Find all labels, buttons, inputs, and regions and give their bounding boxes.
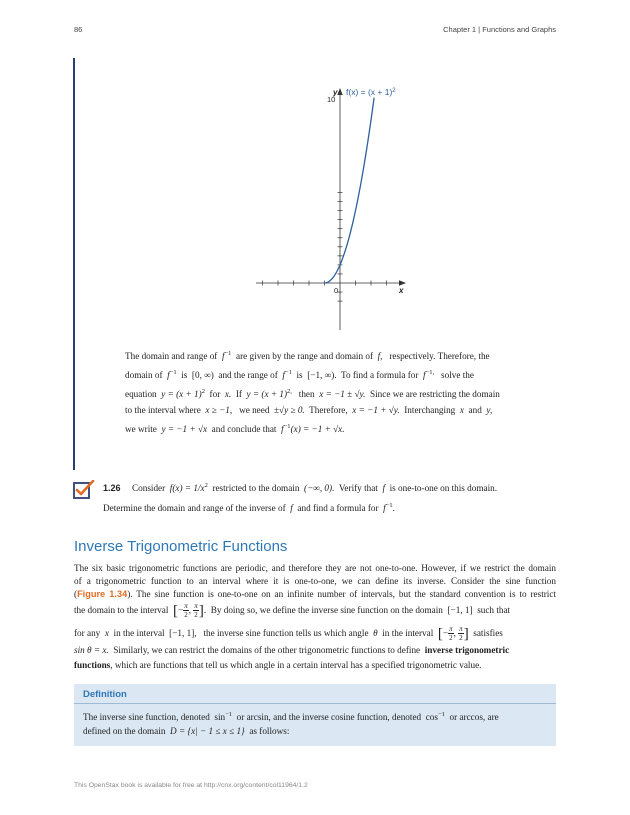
definition-divider [74,703,556,704]
curve-f [325,98,375,283]
definition-title: Definition [83,689,127,700]
section-line-6: sin θ = x. Similarly, we can restrict the domains of the other trigonometric functions to define inverse trigonometric [74,645,510,655]
y-tick-10: 10 [327,95,336,104]
section-line-4: the domain to the interval [− $\frac{\pi}{2}$ , $\frac{\pi}{2}$ ]. By doing so, we define the inverse sine function on the domain [−1, 1] such that [74,602,511,620]
section-line-2: of a trigonometric function to an interval where it is one-to-one, we can define its inverse. Consider the sine function [74,576,556,586]
solution-line-4: to the interval where x ≥ −1, we need ±√y ≥ 0. Therefore, x = −1 + √y. Interchanging x and y, [125,405,493,415]
exercise-number: 1.26 [103,483,121,494]
page-number: 86 [74,25,83,34]
origin-label: 0 [334,286,339,295]
definition-line-1: The inverse sine function, denoted $\sin^{-1}$ or arcsin, and the inverse cosine function, denoted $\cos^{-1}$ or arccos, are [83,711,499,723]
section-line-1: The six basic trigonometric functions are periodic, and therefore they are not one-to-one. However, if we restrict the domain [74,563,556,573]
definition-line-2: defined on the domain D = {x| − 1 ≤ x ≤ 1} as follows: [83,726,290,736]
solution-line-5: we write y = −1 + √x and conclude that $f^{-1}(x) = -1 + √x$. [125,423,345,435]
function-graph [250,85,420,335]
checkpoint-icon [73,480,95,499]
example-side-bar [73,58,75,470]
definition-box [74,684,556,746]
x-axis-arrow [399,280,406,285]
function-label: $f(x) = (x + 1)^2$ [346,87,396,97]
solution-line-1: The domain and range of $f^{-1}$ are given by the range and domain of f, respectively. Therefore, the [125,350,490,362]
x-axis-label: x [399,286,404,295]
section-line-7: functions, which are functions that tell us which angle in a certain interval has a specified trigonometric value. [74,660,482,670]
chapter-header: Chapter 1 | Functions and Graphs [443,25,556,34]
exercise-line-1: 1.26 Consider $f(x) = 1/x^2$ restricted to the domain (−∞, 0). Verify that f is one-to-one on this domain. [103,482,498,494]
section-heading: Inverse Trigonometric Functions [74,538,288,555]
footer-note: This OpenStax book is available for free at http://cnx.org/content/col11964/1.2 [74,782,308,789]
section-line-3: (Figure 1.34). The sine function is one-to-one on an infinite number of intervals, but the standard convention is to restrict [74,589,556,599]
solution-line-2: domain of $f^{-1}$ is [0, ∞) and the range of $f^{-1}$ is [−1, ∞). To find a formula for $f^{-1,}$ solve the [125,369,474,381]
y-axis-label: y [333,88,338,97]
solution-line-3: equation $y = (x + 1)^2$ for x. If $y = (x + 1)^{2,}$ then x = −1 ± √y. Since we are restricting the domain [125,388,500,400]
y-axis-arrow [337,88,342,95]
section-line-5: for any x in the interval [−1, 1], the inverse sine function tells us which angle θ in the interval [− $\frac{\pi}{2}$ , $\frac{\pi}{2}$ ] satisfies [74,625,503,643]
exercise-line-2: Determine the domain and range of the inverse of f and find a formula for $f^{-1}$. [103,502,395,514]
figure-link[interactable]: Figure 1.34 [77,589,128,599]
